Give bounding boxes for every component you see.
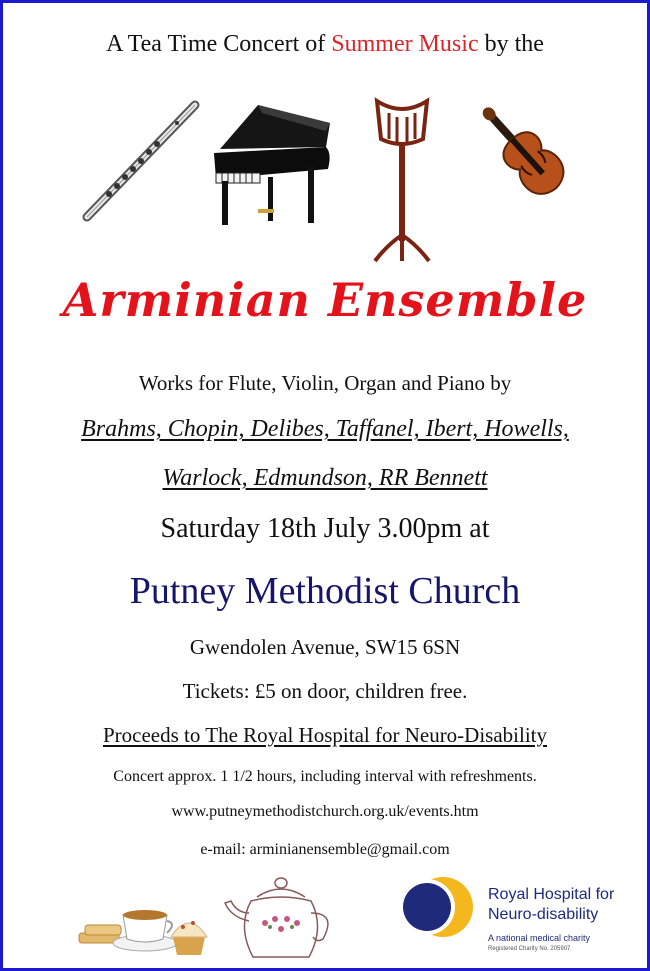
grand-piano-icon <box>208 97 333 237</box>
email-link[interactable]: e-mail: arminianensemble@gmail.com <box>200 841 450 858</box>
website-link[interactable]: www.putneymethodistchurch.org.uk/events.htm <box>171 803 479 820</box>
ensemble-name: Arminian Ensemble <box>62 273 588 327</box>
charity-name-line-2: Neuro-disability <box>488 906 599 923</box>
music-stand-icon <box>371 95 433 263</box>
teapot-icon <box>221 873 341 969</box>
charity-tagline: A national medical charity <box>488 933 591 943</box>
tea-cup-cakes-icon <box>75 889 215 967</box>
ticket-info: Tickets: £5 on door, children free. <box>182 679 468 703</box>
intro-line <box>3 31 647 58</box>
proceeds-info: Proceeds to The Royal Hospital for Neuro-Disability <box>102 723 548 747</box>
composers-line-2 <box>3 465 647 492</box>
intro-suffix: by the <box>484 31 544 57</box>
composers-text-1: Brahms, Chopin, Delibes, Taffanel, Ibert, Howells, <box>81 416 569 442</box>
flute-icon <box>81 99 201 223</box>
composers-text-2: Warlock, Edmundson, RR Bennett <box>162 465 488 491</box>
duration-info: Concert approx. 1 1/2 hours, including interval with refreshments. <box>113 768 537 785</box>
intro-prefix: A Tea Time Concert of <box>106 31 326 57</box>
composers-line-1 <box>3 416 647 443</box>
charity-registration: Registered Charity No. 205907 <box>488 946 571 952</box>
concert-date: Saturday 18th July 3.00pm at <box>160 513 490 544</box>
venue-name: Putney Methodist Church <box>129 570 521 612</box>
venue-address: Gwendolen Avenue, SW15 6SN <box>189 635 461 659</box>
instrument-images <box>3 93 647 263</box>
intro-highlight: Summer Music <box>331 31 479 57</box>
charity-name-line-1: Royal Hospital for <box>488 886 615 903</box>
works-line: Works for Flute, Violin, Organ and Piano by <box>138 371 512 395</box>
charity-logo-icon <box>399 875 479 939</box>
violin-icon <box>481 107 576 207</box>
